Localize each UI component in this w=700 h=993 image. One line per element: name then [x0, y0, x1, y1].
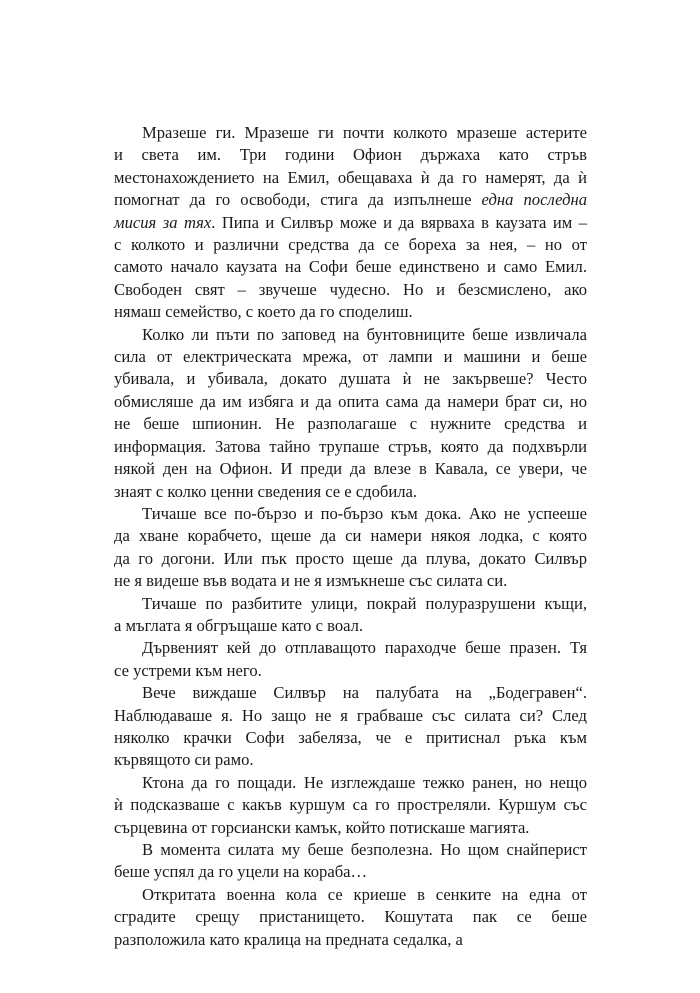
text-line [114, 458, 587, 480]
text-line [114, 817, 587, 839]
text-line [114, 884, 587, 906]
text-run: сърцевина от горсиански камък, който потискаше магията. [114, 817, 530, 837]
text-line [114, 615, 587, 637]
text-line [114, 929, 587, 951]
text-line [114, 301, 587, 323]
text-line [114, 144, 587, 166]
text-run: да го догони. Или пък просто щеше да плува, докато Силвър [114, 548, 587, 568]
italic-text-run: една последна [481, 190, 587, 210]
text-run: В момента силата му беше безполезна. Но щом снайперист [142, 840, 587, 859]
text-run: нямаш семейство, с което да го споделиш. [114, 302, 413, 322]
text-run: кървящото си рамо. [114, 750, 254, 770]
text-run: Вече виждаше Силвър на палубата на „Бодегравен“. [142, 683, 587, 703]
text-line [114, 212, 587, 234]
text-line [114, 570, 587, 592]
text-line [114, 548, 587, 570]
paragraph [114, 324, 587, 503]
text-run: се устреми към него. [114, 660, 262, 680]
italic-text-run: мисия за тях [114, 212, 212, 232]
text-run: Тичаше по разбитите улици, покрай полуразрушени къщи, [142, 593, 587, 613]
text-line [114, 368, 587, 390]
text-run: не я видеше във водата и не я измъкнеше със силата си. [114, 571, 508, 591]
text-line [114, 525, 587, 547]
paragraph [114, 884, 587, 951]
text-run: да хване корабчето, щеше да си намери някоя лодка, с която [114, 526, 587, 546]
text-run: разположила като кралица на предната седалка, а [114, 929, 463, 949]
text-line [114, 593, 587, 615]
text-run: и света им. Три години Офион държаха като стръв [114, 145, 587, 165]
text-run: с колкото и различни средства да се бореха за нея, – но от [114, 235, 587, 255]
text-line [114, 772, 587, 794]
text-line [114, 839, 587, 861]
text-run: сградите срещу пристанището. Кошутата пак се беше [114, 907, 587, 927]
text-line [114, 279, 587, 301]
paragraph [114, 682, 587, 772]
text-line [114, 794, 587, 816]
paragraph [114, 839, 587, 884]
paragraph [114, 637, 587, 682]
text-line [114, 391, 587, 413]
text-run: Откритата военна кола се криеше в сенките на една от [142, 884, 587, 904]
text-run: обмисляше да им избяга и да опита сама да намери брат си, но [114, 391, 587, 411]
text-line [114, 637, 587, 659]
text-line [114, 682, 587, 704]
paragraph [114, 122, 587, 324]
paragraph [114, 593, 587, 638]
text-run: ѝ подсказваше с какъв куршум са го простреляли. Куршум със [114, 795, 587, 815]
text-line [114, 749, 587, 771]
text-line [114, 906, 587, 928]
text-line [114, 234, 587, 256]
text-line [114, 705, 587, 727]
text-run: не беше шпионин. Не разполагаше с нужните средства и [114, 414, 587, 434]
text-run: Наблюдаваше я. Но защо не я грабваше със силата си? След [114, 705, 587, 725]
text-line [114, 256, 587, 278]
text-run: местонахождението на Емил, обещаваха ѝ да го намерят, да ѝ [114, 167, 587, 187]
text-line [114, 503, 587, 525]
text-run: Тичаше все по-бързо и по-бързо към дока. Ако не успееше [142, 503, 587, 523]
text-line [114, 861, 587, 883]
text-line [114, 122, 587, 144]
paragraph [114, 772, 587, 839]
text-run: Ктона да го пощади. Не изглеждаше тежко ранен, но нещо [142, 772, 587, 792]
text-run: самото начало каузата на Софи беше единствено и само Емил. [114, 257, 587, 277]
text-line [114, 413, 587, 435]
text-line [114, 436, 587, 458]
text-run: убивала, и убивала, докато душата ѝ не закървеше? Често [114, 369, 587, 389]
text-line [114, 727, 587, 749]
paragraph [114, 503, 587, 593]
text-run: Колко ли пъти по заповед на бунтовниците беше извличала [142, 324, 587, 344]
text-line [114, 324, 587, 346]
text-line [114, 660, 587, 682]
text-line [114, 346, 587, 368]
text-run: помогнат да го освободи, стига да изпълнеше [114, 190, 482, 210]
text-run: информация. Затова тайно трупаше стръв, която да подхвърли [114, 436, 587, 456]
text-run: Мразеше ги. Мразеше ги почти колкото мразеше астерите [142, 123, 587, 142]
text-run: . Пипа и Силвър може и да вярваха в каузата им – [211, 212, 587, 232]
text-run: няколко крачки Софи забеляза, че е притиснал ръка към [114, 727, 587, 747]
text-run: беше успял да го уцели на кораба… [114, 862, 368, 882]
text-run: Свободен свят – звучеше чудесно. Но и безсмислено, ако [114, 279, 587, 299]
text-run: знаят с колко ценни сведения се е сдобила. [114, 481, 418, 501]
text-run: сила от електрическата мрежа, от лампи и машини и беше [114, 347, 587, 367]
text-line [114, 167, 587, 189]
text-run: а мъглата я обгръщаше като с воал. [114, 615, 364, 635]
text-line [114, 189, 587, 211]
text-run: някой ден на Офион. И преди да влезе в Кавала, се увери, че [114, 459, 587, 479]
text-line [114, 481, 587, 503]
body-text [114, 122, 587, 951]
text-run: Дървеният кей до отплаващото параходче беше празен. Тя [142, 638, 587, 658]
